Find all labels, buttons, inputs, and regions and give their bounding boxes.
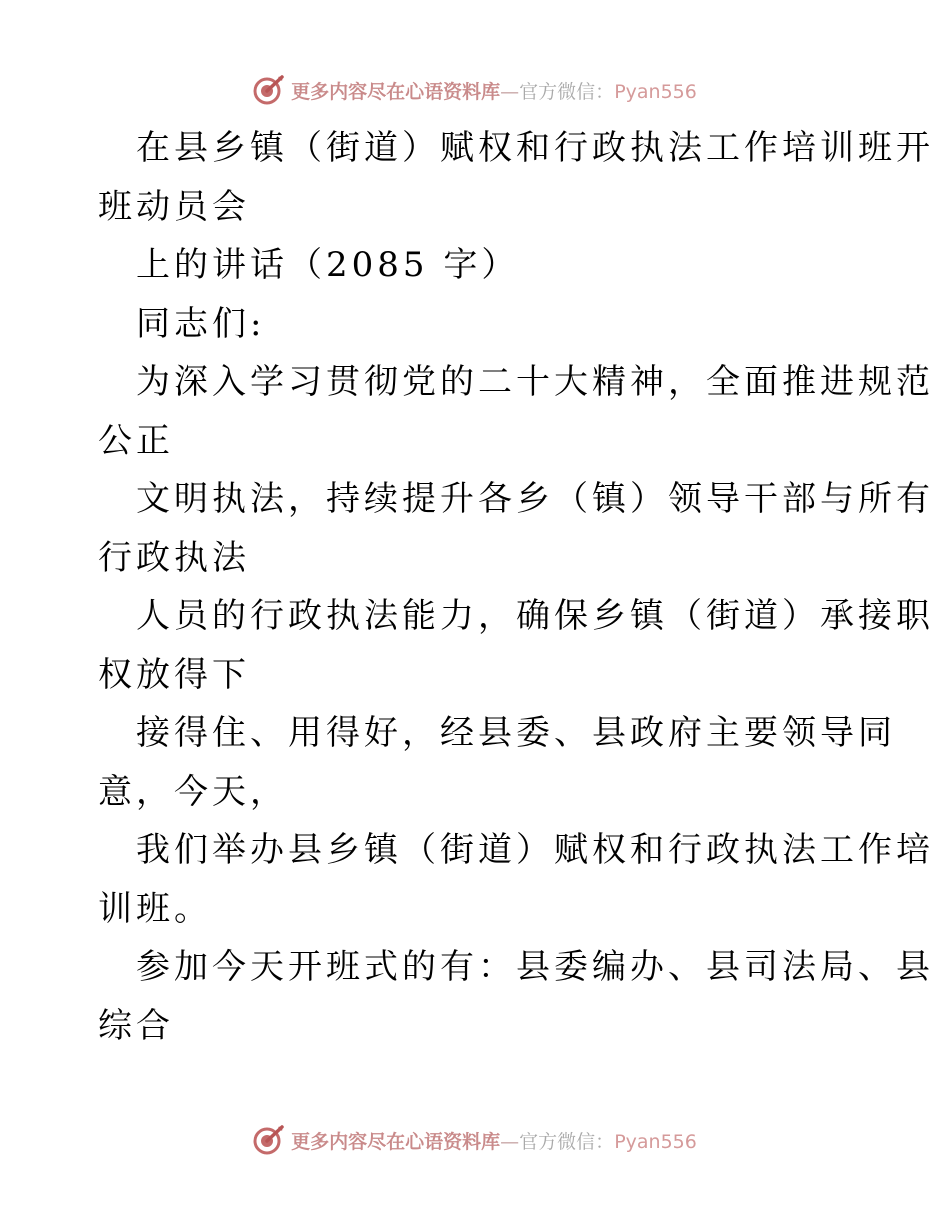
watermark-text: [291, 77, 697, 104]
document-body: [98, 119, 934, 1055]
text-line: 文明执法，持续提升各乡（镇）领导干部与所有: [136, 479, 934, 519]
text-line: 行政执法: [98, 537, 250, 578]
text-line: 参加今天开班式的有：县委编办、县司法局、县: [136, 947, 934, 987]
text-line: 班动员会: [98, 186, 250, 227]
text-line: 意，今天，: [98, 771, 288, 812]
footer-watermark: [0, 1120, 950, 1160]
text-line: 公正: [98, 420, 174, 461]
text-line: 为深入学习贯彻党的二十大精神，全面推进规范: [136, 362, 934, 402]
watermark-text: [291, 1127, 697, 1154]
text-line: 上的讲话（2085 字）: [136, 245, 520, 285]
pen-logo-icon: [253, 1124, 285, 1156]
text-line: 接得住、用得好，经县委、县政府主要领导同: [136, 713, 896, 753]
text-line: 人员的行政执法能力，确保乡镇（街道）承接职: [136, 596, 934, 636]
watermark-main: 更多内容尽在心语资料库: [291, 80, 501, 103]
watermark-separator: —: [500, 1130, 520, 1153]
watermark-wechat-id: Pyan556: [614, 80, 697, 103]
text-line: 综合: [98, 1005, 174, 1046]
pen-logo-icon: [253, 74, 285, 106]
watermark-wechat-label: 官方微信：: [519, 1130, 615, 1153]
watermark-wechat-id: Pyan556: [614, 1130, 697, 1153]
watermark-main: 更多内容尽在心语资料库: [291, 1130, 501, 1153]
text-line: 同志们:: [136, 303, 266, 344]
watermark-separator: —: [500, 80, 520, 103]
text-line: 我们举办县乡镇（街道）赋权和行政执法工作培: [136, 830, 934, 870]
text-line: 权放得下: [98, 654, 250, 695]
text-line: 训班。: [98, 888, 212, 929]
watermark-wechat-label: 官方微信：: [519, 80, 615, 103]
text-line: 在县乡镇（街道）赋权和行政执法工作培训班开: [136, 128, 934, 168]
header-watermark: [0, 70, 950, 110]
